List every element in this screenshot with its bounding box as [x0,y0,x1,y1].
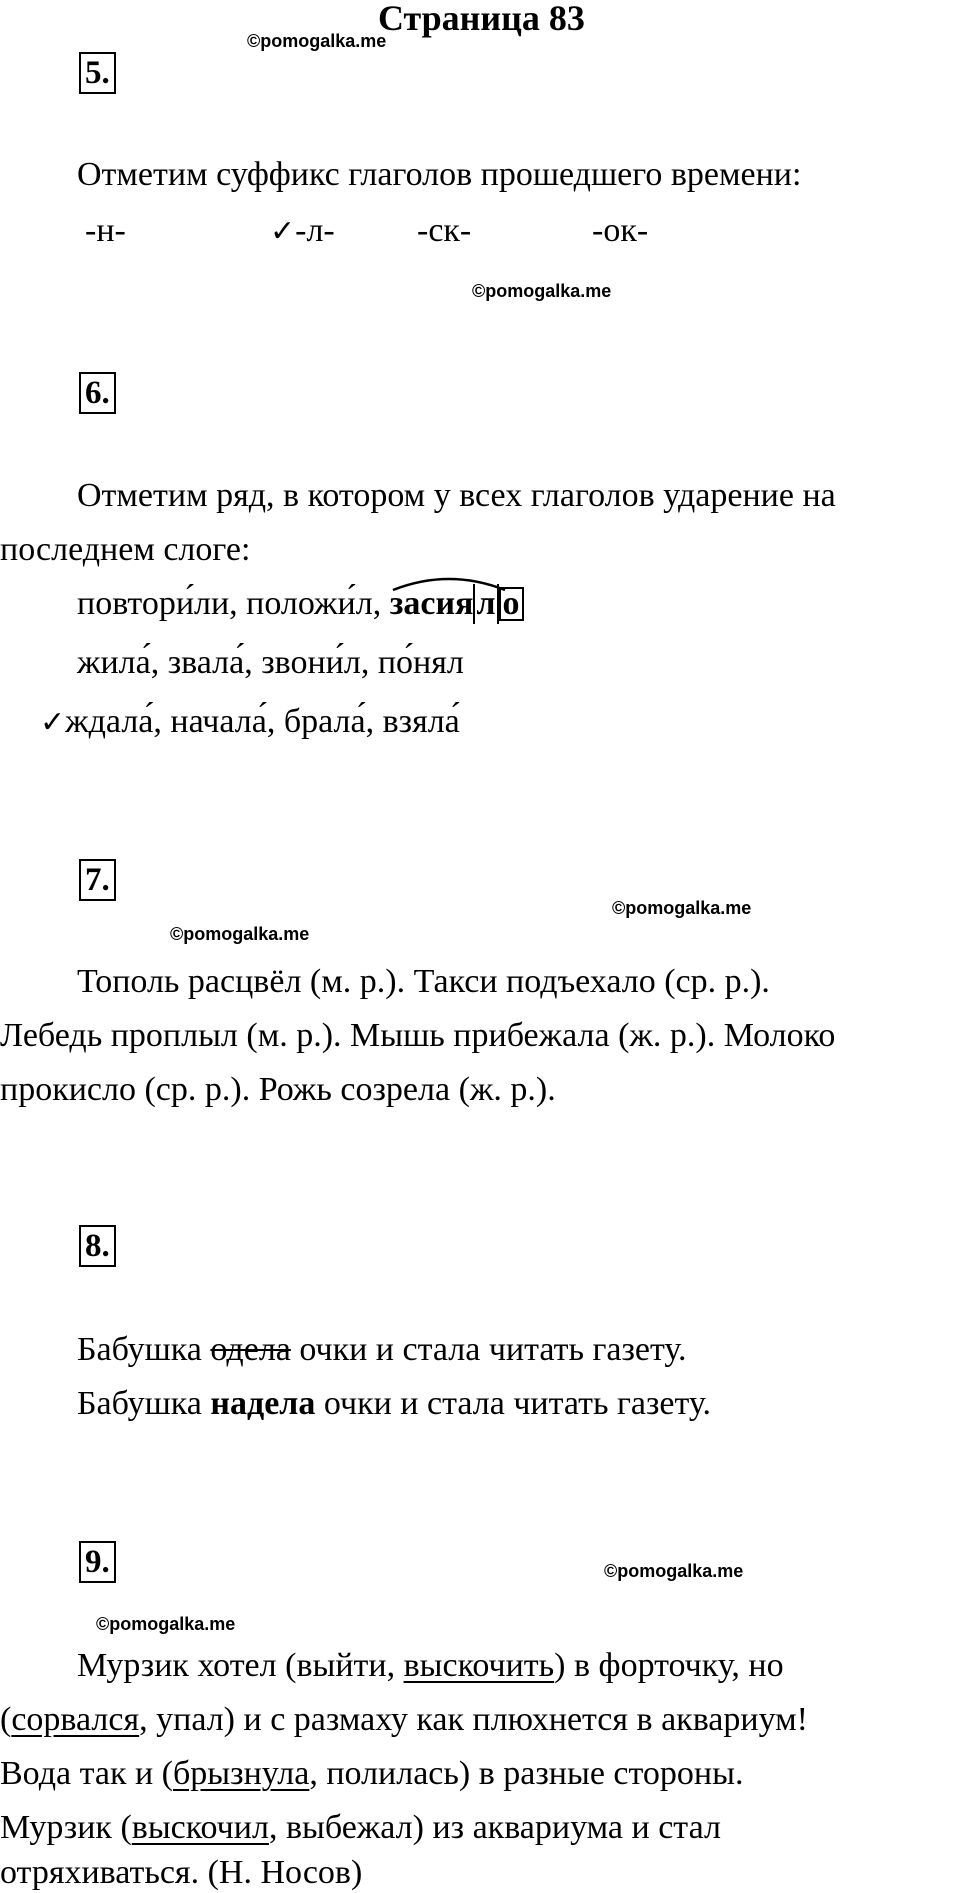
exercise-9-line-1: Мурзик хотел (выйти, выскочить) в форточку, но [77,1647,784,1684]
watermark: ©pomogalka.me [170,924,310,944]
exercise-5-option-1: -н- [85,212,126,249]
exercise-5-option-4: -ок- [592,212,649,249]
page-title: Страница 83 [378,0,585,38]
exercise-8-sentence-1: Бабушка одела очки и стала читать газету. [77,1331,687,1368]
exercise-7-line-3: прокисло (ср. р.). Рожь созрела (ж. р.). [0,1071,556,1108]
watermark: ©pomogalka.me [604,1561,744,1581]
watermark: ©pomogalka.me [612,898,752,918]
exercise-7-line-2: Лебедь проплыл (м. р.). Мышь прибежала (ж. р.). Молоко [0,1017,836,1054]
exercise-6-prompt-cont: последнем слоге: [0,531,251,568]
exercise-6-row-3: ✓ждала́, начала́, брала́, взяла́ [40,703,460,740]
checkmark-icon: ✓ [40,705,66,740]
exercise-9-line-5: отряхиваться. (Н. Носов) [0,1854,363,1891]
exercise-5-option-2: ✓-л- [270,212,335,249]
watermark: ©pomogalka.me [472,281,612,301]
exercise-7-line-1: Тополь расцвёл (м. р.). Такси подъехало (ср. р.). [77,963,770,1000]
root-arc-icon [390,574,508,592]
exercise-5-option-3: -ск- [417,212,472,249]
exercise-9-number: 9. [79,1541,116,1583]
word-parse-zasiyalo: засиял о [390,584,524,624]
exercise-5-number: 5. [79,52,116,94]
exercise-9-line-2: (сорвался, упал) и с размаху как плюхнется в аквариум! [0,1701,808,1738]
exercise-6-row-1: повтори́ли, положи́л, засиял о [77,584,524,624]
checkmark-icon: ✓ [270,214,296,249]
exercise-9-line-3: Вода так и (брызнула, полилась) в разные стороны. [0,1755,744,1792]
watermark: ©pomogalka.me [247,31,387,51]
exercise-5-prompt: Отметим суффикс глаголов прошедшего времени: [77,156,802,193]
exercise-6-prompt: Отметим ряд, в котором у всех глаголов ударение на [77,477,836,514]
watermark: ©pomogalka.me [96,1614,236,1634]
exercise-8-sentence-2: Бабушка надела очки и стала читать газету. [77,1385,712,1422]
exercise-6-number: 6. [79,372,116,414]
exercise-8-number: 8. [79,1225,116,1267]
exercise-7-number: 7. [79,859,116,901]
exercise-9-line-4: Мурзик (выскочил, выбежал) из аквариума и стал [0,1809,721,1846]
exercise-6-row-2: жила́, звала́, звони́л, по́нял [77,644,464,681]
